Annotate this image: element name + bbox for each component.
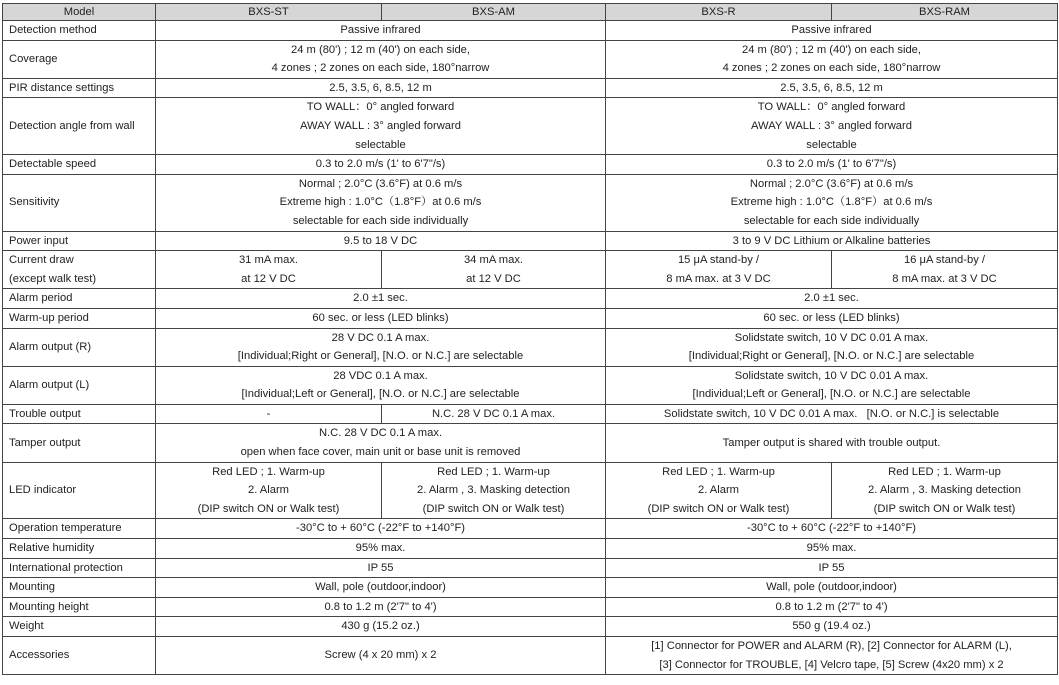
row-detectable-speed [3,155,1058,175]
cell-line: Normal ; 2.0°C (3.6°F) at 0.6 m/s [749,177,914,190]
cell-line: Red LED ; 1. Warm-up [437,465,550,478]
label-tamper-output: Tamper output [3,424,156,462]
value-led-indicator-r [606,462,832,519]
label-led-indicator: LED indicator [3,462,156,519]
label-current-draw [3,251,156,289]
value-operation-temperature-battery: -30°C to + 60°C (-22°F to +140°F) [606,519,1058,539]
header-bxs-st: BXS-ST [156,4,382,21]
label-sensitivity: Sensitivity [3,174,156,231]
row-weight [3,617,1058,637]
value-coverage-wired [156,40,606,78]
cell-line: 2. Alarm [697,484,740,497]
label-alarm-output-l: Alarm output (L) [3,366,156,404]
label-detection-angle: Detection angle from wall [3,98,156,155]
label-detection-method: Detection method [3,21,156,41]
cell-line: (DIP switch ON or Walk test) [647,502,790,515]
value-alarm-output-r-wired [156,328,606,366]
cell-line: AWAY WALL : 3° angled forward [751,119,912,132]
cell-line: 31 mA max. [238,254,299,267]
row-detection-method [3,21,1058,41]
value-trouble-output-st: - [156,404,382,424]
value-current-draw-am [382,251,606,289]
label-pir-distance: PIR distance settings [3,78,156,98]
value-coverage-battery [606,40,1058,78]
row-operation-temperature [3,519,1058,539]
value-alarm-output-l-battery [606,366,1058,404]
row-relative-humidity [3,539,1058,559]
cell-line: 16 μA stand-by / [903,254,986,267]
label-coverage: Coverage [3,40,156,78]
cell-line: [Individual;Left or General], [N.O. or N.C.] are selectable [241,388,520,401]
label-power-input: Power input [3,231,156,251]
cell-line: 2. Alarm [247,484,290,497]
value-power-input-battery: 3 to 9 V DC Lithium or Alkaline batteries [606,231,1058,251]
cell-line: TO WALL：0° angled forward [306,101,455,114]
value-relative-humidity-wired: 95% max. [156,539,606,559]
value-mounting-height-battery: 0.8 to 1.2 m (2'7" to 4') [606,597,1058,617]
value-current-draw-r [606,251,832,289]
cell-line: (DIP switch ON or Walk test) [873,502,1016,515]
cell-line: selectable for each side individually [743,214,920,227]
label-detectable-speed: Detectable speed [3,155,156,175]
row-alarm-period [3,289,1058,309]
value-weight-battery: 550 g (19.4 oz.) [606,617,1058,637]
cell-line: (except walk test) [9,272,97,285]
cell-line: Normal ; 2.0°C (3.6°F) at 0.6 m/s [298,177,463,190]
value-trouble-output-am: N.C. 28 V DC 0.1 A max. [382,404,606,424]
label-relative-humidity: Relative humidity [3,539,156,559]
label-weight: Weight [3,617,156,637]
cell-line: [Individual;Right or General], [N.O. or N.C.] are selectable [688,350,975,363]
row-led-indicator [3,462,1058,519]
cell-line: 4 zones ; 2 zones on each side, 180°narrow [271,62,490,75]
cell-line: 2. Alarm , 3. Masking detection [868,484,1021,497]
value-sensitivity-wired [156,174,606,231]
value-international-protection-wired: IP 55 [156,558,606,578]
value-alarm-period-battery: 2.0 ±1 sec. [606,289,1058,309]
header-model: Model [3,4,156,21]
label-alarm-output-r: Alarm output (R) [3,328,156,366]
header-bxs-r: BXS-R [606,4,832,21]
value-current-draw-ram [832,251,1058,289]
row-tamper-output [3,424,1058,462]
row-international-protection [3,558,1058,578]
value-pir-distance-wired: 2.5, 3.5, 6, 8.5, 12 m [156,78,606,98]
cell-line: selectable [806,138,857,151]
cell-line: [3] Connector for TROUBLE, [4] Velcro tape, [5] Screw (4x20 mm) x 2 [659,658,1004,671]
row-alarm-output-l [3,366,1058,404]
cell-line: 28 VDC 0.1 A max. [333,369,428,382]
cell-line: (DIP switch ON or Walk test) [422,502,565,515]
row-warmup-period [3,308,1058,328]
value-tamper-output-wired [156,424,606,462]
cell-line: AWAY WALL : 3° angled forward [300,119,461,132]
cell-line: selectable [355,138,406,151]
cell-line: Extreme high : 1.0°C（1.8°F）at 0.6 m/s [279,196,482,209]
cell-line: open when face cover, main unit or base unit is removed [240,446,521,459]
header-bxs-am: BXS-AM [382,4,606,21]
row-alarm-output-r [3,328,1058,366]
cell-line: 28 V DC 0.1 A max. [331,331,430,344]
cell-line: Red LED ; 1. Warm-up [662,465,775,478]
value-led-indicator-am [382,462,606,519]
value-operation-temperature-wired: -30°C to + 60°C (-22°F to +140°F) [156,519,606,539]
value-detection-method-wired: Passive infrared [156,21,606,41]
value-led-indicator-st [156,462,382,519]
value-detection-method-battery: Passive infrared [606,21,1058,41]
value-mounting-battery: Wall, pole (outdoor,indoor) [606,578,1058,598]
cell-line: [Individual;Left or General], [N.O. or N.C.] are selectable [692,388,971,401]
cell-line: selectable for each side individually [292,214,469,227]
value-power-input-wired: 9.5 to 18 V DC [156,231,606,251]
label-international-protection: International protection [3,558,156,578]
label-warmup-period: Warm-up period [3,308,156,328]
cell-line: Red LED ; 1. Warm-up [888,465,1001,478]
header-bxs-ram: BXS-RAM [832,4,1058,21]
value-accessories-battery [606,637,1058,675]
value-alarm-output-l-wired [156,366,606,404]
cell-line: Solidstate switch, 10 V DC 0.01 A max. [734,369,929,382]
cell-line: 24 m (80') ; 12 m (40') on each side, [290,43,470,56]
label-trouble-output: Trouble output [3,404,156,424]
cell-line: at 12 V DC [466,272,521,285]
value-warmup-period-wired: 60 sec. or less (LED blinks) [156,308,606,328]
cell-line: Extreme high : 1.0°C（1.8°F）at 0.6 m/s [730,196,933,209]
value-mounting-wired: Wall, pole (outdoor,indoor) [156,578,606,598]
spec-table [2,3,1058,675]
cell-line: Solidstate switch, 10 V DC 0.01 A max. [734,331,929,344]
row-coverage [3,40,1058,78]
label-alarm-period: Alarm period [3,289,156,309]
cell-line: 34 mA max. [463,254,524,267]
cell-line: TO WALL：0° angled forward [757,101,906,114]
value-detection-angle-battery [606,98,1058,155]
row-sensitivity [3,174,1058,231]
label-accessories: Accessories [3,637,156,675]
value-detectable-speed-wired: 0.3 to 2.0 m/s (1' to 6'7"/s) [156,155,606,175]
value-accessories-wired: Screw (4 x 20 mm) x 2 [156,637,606,675]
value-detectable-speed-battery: 0.3 to 2.0 m/s (1' to 6'7"/s) [606,155,1058,175]
label-mounting-height: Mounting height [3,597,156,617]
value-relative-humidity-battery: 95% max. [606,539,1058,559]
row-current-draw [3,251,1058,289]
row-pir-distance [3,78,1058,98]
header-row [3,4,1058,21]
cell-line: 24 m (80') ; 12 m (40') on each side, [741,43,921,56]
value-international-protection-battery: IP 55 [606,558,1058,578]
label-mounting: Mounting [3,578,156,598]
cell-line: Current draw [9,254,74,267]
cell-line: (DIP switch ON or Walk test) [197,502,340,515]
cell-line: at 12 V DC [241,272,296,285]
value-current-draw-st [156,251,382,289]
row-power-input [3,231,1058,251]
cell-line: 4 zones ; 2 zones on each side, 180°narrow [722,62,941,75]
value-sensitivity-battery [606,174,1058,231]
cell-line: 15 μA stand-by / [677,254,760,267]
row-mounting [3,578,1058,598]
cell-line: [Individual;Right or General], [N.O. or N.C.] are selectable [237,350,524,363]
cell-line: N.C. 28 V DC 0.1 A max. [318,427,443,440]
value-detection-angle-wired [156,98,606,155]
cell-line: 2. Alarm , 3. Masking detection [417,484,570,497]
cell-line: [1] Connector for POWER and ALARM (R), [2] Connector for ALARM (L), [651,640,1012,652]
row-accessories [3,637,1058,675]
value-warmup-period-battery: 60 sec. or less (LED blinks) [606,308,1058,328]
row-detection-angle [3,98,1058,155]
cell-line: 8 mA max. at 3 V DC [892,272,997,285]
row-trouble-output [3,404,1058,424]
value-alarm-period-wired: 2.0 ±1 sec. [156,289,606,309]
cell-line: Red LED ; 1. Warm-up [212,465,325,478]
row-mounting-height [3,597,1058,617]
cell-line: 8 mA max. at 3 V DC [666,272,771,285]
value-weight-wired: 430 g (15.2 oz.) [156,617,606,637]
value-mounting-height-wired: 0.8 to 1.2 m (2'7" to 4') [156,597,606,617]
value-led-indicator-ram [832,462,1058,519]
label-operation-temperature: Operation temperature [3,519,156,539]
value-trouble-output-battery: Solidstate switch, 10 V DC 0.01 A max. [N.O. or N.C.] is selectable [606,404,1058,424]
value-alarm-output-r-battery [606,328,1058,366]
value-tamper-output-battery: Tamper output is shared with trouble output. [606,424,1058,462]
value-pir-distance-battery: 2.5, 3.5, 6, 8.5, 12 m [606,78,1058,98]
